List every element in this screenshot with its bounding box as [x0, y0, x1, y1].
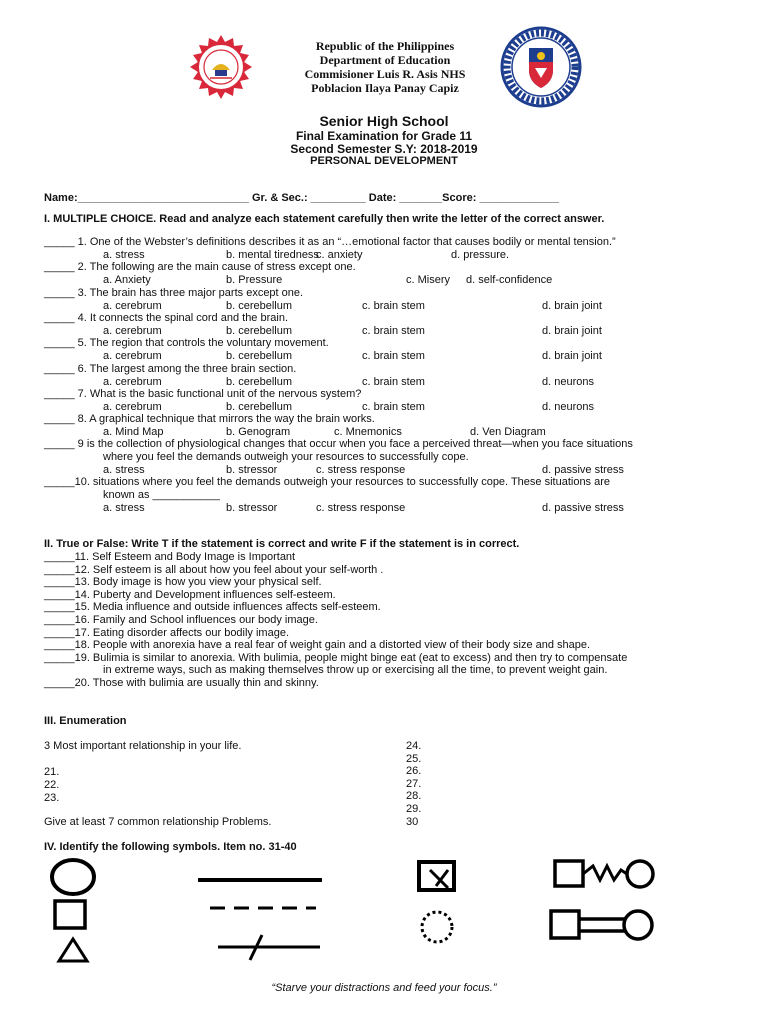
question-9-choice-d: d. passive stress [542, 464, 624, 476]
question-7-choice-b: b. cerebellum [226, 400, 293, 413]
true-false-line-2: _____12. Self esteem is all about how you feel about your self-worth . [44, 563, 384, 576]
question-5-choice-a: a. cerebrum [103, 350, 162, 363]
zigzag-relation-circle [627, 861, 653, 887]
enum-prompt-problems: Give at least 7 common relationship Problems. [44, 816, 272, 828]
question-3-choice-a: a. cerebrum [103, 299, 162, 312]
question-8-choice-c: c. Mnemonics [334, 426, 402, 439]
zigzag-relation-square [555, 861, 583, 886]
question-5: _____ 5. The region that controls the voluntary movement. [44, 337, 329, 350]
question-8: _____ 8. A graphical technique that mirrors the way the brain works. [44, 413, 375, 426]
part3-heading: III. Enumeration [44, 715, 127, 727]
dotted-circle-symbol [422, 912, 452, 942]
enum-right-item-3: 26. [406, 765, 422, 778]
question-6-choice-d: d. neurons [542, 375, 594, 388]
question-10-choice-a: a. stress [103, 502, 145, 514]
true-false-line-4: _____14. Puberty and Development influences self-esteem. [44, 588, 336, 601]
part1-heading: I. MULTIPLE CHOICE. Read and analyze each statement carefully then write the letter of the correct answer. [44, 213, 605, 225]
question-9-choice-a: a. stress [103, 464, 145, 476]
question-9-choice-c: c. stress response [316, 464, 406, 476]
question-2-choice-d: d. self-confidence [466, 274, 553, 287]
question-10-choice-c: c. stress response [316, 502, 406, 514]
question-3-choice-d: d. brain joint [542, 299, 602, 312]
question-6-choice-b: b. cerebellum [226, 375, 293, 388]
question-3: _____ 3. The brain has three major parts except one. [44, 286, 304, 299]
part4-heading: IV. Identify the following symbols. Item no. 31-40 [44, 841, 297, 853]
school-title: Senior High School [319, 113, 449, 129]
question-1-choice-c: c. anxiety [316, 249, 363, 261]
male-square-symbol [55, 901, 85, 928]
question-3-choice-b: b. cerebellum [226, 299, 293, 312]
true-false-line-1: _____11. Self Esteem and Body Image is Important [44, 551, 296, 563]
enum-prompt-relationships: 3 Most important relationship in your life. [44, 740, 242, 752]
question-6: _____ 6. The largest among the three brain section. [44, 362, 297, 375]
header-line-republic: Republic of the Philippines [315, 39, 455, 53]
enum-right-item-2: 25. [406, 752, 422, 765]
part2-heading: II. True or False: Write T if the statement is correct and write F if the statement is in correct. [44, 538, 520, 550]
header-line-address: Poblacion Ilaya Panay Capiz [311, 81, 459, 95]
double-line-circle [624, 911, 652, 939]
question-1: _____ 1. One of the Webster’s definitions describes it as an “…emotional factor that causes bodily or mental tension.” [44, 236, 616, 248]
question-7: _____ 7. What is the basic functional unit of the nervous system? [44, 387, 362, 400]
true-false-line-3: _____13. Body image is how you view your physical self. [44, 576, 322, 589]
zigzag-line-symbol [583, 866, 627, 880]
true-false-line-10: in extreme ways, such as making themselves throw up or exercising all the time, to prevent weight gain. [103, 664, 608, 677]
question-9-line-1: _____ 9 is the collection of physiological changes that occur when you face a perceived threat—when you face situations [44, 438, 633, 450]
question-8-choice-b: b. Genogram [226, 426, 291, 439]
question-6-choice-c: c. brain stem [362, 375, 425, 388]
double-line-square [551, 911, 579, 938]
question-8-choice-a: a. Mind Map [103, 426, 164, 439]
question-7-choice-c: c. brain stem [362, 400, 425, 413]
question-10-choice-d: d. passive stress [542, 502, 624, 514]
question-4-choice-b: b. cerebellum [226, 324, 293, 337]
name-line: Name:____________________________ Gr. & Sec.: _________ Date: _______Score: _____________ [44, 192, 559, 204]
question-3-choice-c: c. brain stem [362, 299, 425, 312]
question-5-choice-b: b. cerebellum [226, 350, 293, 363]
question-7-choice-a: a. cerebrum [103, 400, 162, 413]
question-2-choice-a: a. Anxiety [103, 274, 151, 287]
question-10-choice-b: b. stressor [226, 502, 278, 514]
enum-right-item-7: 30 [406, 815, 419, 828]
question-1-choice-a: a. stress [103, 249, 145, 261]
question-2-choice-b: b. Pressure [226, 274, 283, 287]
female-circle-symbol [52, 860, 94, 894]
closing-quote: “Starve your distractions and feed your focus.” [271, 982, 497, 994]
question-2: _____ 2. The following are the main cause of stress except one. [44, 261, 356, 274]
true-false-line-6: _____16. Family and School influences our body image. [44, 614, 318, 626]
question-4-choice-a: a. cerebrum [103, 324, 162, 337]
enum-right-item-5: 28. [406, 790, 422, 803]
question-4-choice-c: c. brain stem [362, 324, 425, 337]
question-10-line-2: known as ___________ [103, 489, 220, 501]
enum-right-item-1: 24. [406, 740, 422, 752]
subject-title: PERSONAL DEVELOPMENT [310, 155, 458, 167]
question-4: _____ 4. It connects the spinal cord and the brain. [44, 311, 288, 324]
question-9-line-2: where you feel the demands outweigh your resources to successfully cope. [103, 451, 469, 463]
question-1-choice-d: d. pressure. [451, 249, 510, 261]
enum-item-23: 23. [44, 792, 60, 804]
question-1-choice-b: b. mental tiredness [226, 249, 319, 261]
enum-item-21: 21. [44, 766, 60, 778]
question-9-choice-b: b. stressor [226, 464, 278, 476]
true-false-line-9: _____19. Bulimia is similar to anorexia. With bulimia, people might binge eat (eat to excess) and then try to compensate [44, 651, 628, 664]
question-5-choice-c: c. brain stem [362, 350, 425, 363]
question-7-choice-d: d. neurons [542, 400, 594, 413]
question-5-choice-d: d. brain joint [542, 350, 602, 363]
true-false-line-7: _____17. Eating disorder affects our bodily image. [44, 626, 290, 639]
genogram-symbols [0, 850, 768, 970]
question-10-line-1: _____10. situations where you feel the demands outweigh your resources to successfully cope. These situations are [44, 476, 611, 488]
triangle-symbol [59, 939, 87, 961]
header-line-school: Commisioner Luis R. Asis NHS [304, 67, 466, 81]
true-false-line-8: _____18. People with anorexia have a real fear of weight gain and a distorted view of their body size and shape. [44, 639, 591, 652]
header-line-department: Department of Education [319, 53, 451, 67]
enum-right-item-4: 27. [406, 777, 422, 790]
question-2-choice-c: c. Misery [406, 274, 450, 287]
true-false-line-5: _____15. Media influence and outside influences affects self-esteem. [44, 601, 381, 614]
question-8-choice-d: d. Ven Diagram [470, 426, 546, 439]
exam-title: Final Examination for Grade 11 [295, 129, 473, 143]
enum-item-22: 22. [44, 779, 60, 791]
enum-right-item-6: 29. [406, 803, 422, 815]
semester-title: Second Semester S.Y: 2018-2019 [290, 142, 478, 156]
question-4-choice-d: d. brain joint [542, 324, 602, 337]
question-6-choice-a: a. cerebrum [103, 375, 162, 388]
true-false-line-11: _____20. Those with bulimia are usually thin and skinny. [44, 677, 319, 689]
